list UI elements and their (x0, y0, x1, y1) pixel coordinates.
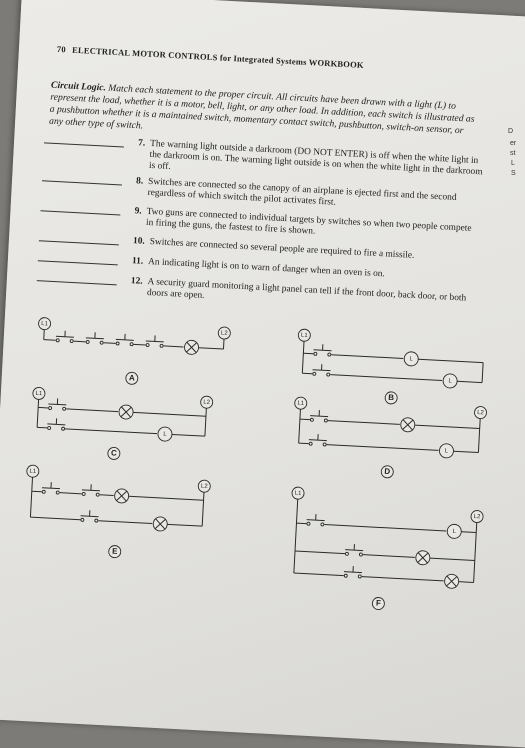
circuit-diagram-c (25, 383, 219, 473)
lamp-label: L (448, 378, 452, 384)
circuit-diagram-a (32, 311, 235, 391)
pushbutton-icon (306, 514, 325, 526)
lamp-label: L (163, 432, 167, 438)
lamp-icon (153, 517, 168, 532)
question-number: 12. (131, 276, 143, 288)
answer-blank-9[interactable] (40, 201, 120, 215)
label-d: D (384, 467, 390, 476)
facing-page-fragment: st (510, 150, 515, 157)
question-number: 10. (133, 236, 145, 248)
lamp-icon (415, 550, 430, 565)
l2-label: L2 (474, 514, 482, 520)
label-b: B (388, 393, 394, 402)
l2-label: L2 (201, 484, 209, 490)
lamp-icon (119, 405, 134, 420)
question-number: 11. (132, 256, 144, 268)
facing-page-fragment: er (510, 140, 516, 147)
label-c: C (111, 448, 117, 457)
l2-label: L2 (221, 330, 229, 336)
pushbutton-icon (47, 418, 66, 430)
question-text: Switches are connected so several people are required to fire a missile. (149, 237, 478, 265)
question-text: The warning light outside a darkroom (DO NOT ENTER) is off when the white light in the darkroom is on. The warning light outside is on when the white light in the darkroom is off. (149, 139, 484, 189)
lamp-icon (158, 427, 173, 442)
l1-label: L1 (41, 321, 49, 327)
l2-label: L2 (203, 400, 211, 406)
facing-page-fragment: D (508, 128, 513, 135)
pushbutton-icon (86, 332, 105, 344)
lamp-icon (443, 374, 458, 389)
pushbutton-icon (42, 482, 61, 494)
answer-blank-8[interactable] (42, 171, 122, 185)
pushbutton-icon (312, 364, 331, 376)
lamp-icon (439, 443, 454, 458)
pushbutton-icon (48, 398, 67, 410)
lamp-label: L (409, 356, 413, 362)
page-number: 70 (57, 44, 66, 54)
l1-label: L1 (295, 491, 303, 497)
question-number: 8. (136, 176, 144, 187)
circuit-diagram-e (18, 461, 223, 571)
label-f: F (376, 598, 381, 607)
pushbutton-icon (313, 344, 332, 356)
answer-blank-11[interactable] (38, 251, 118, 265)
lamp-icon (114, 489, 129, 504)
pushbutton-icon (344, 566, 363, 578)
circuit-diagram-f (282, 483, 489, 623)
pushbutton-icon (116, 333, 135, 345)
pushbutton-icon (80, 510, 99, 522)
question-text: An indicating light is on to warn of danger when an oven is on. (148, 257, 478, 285)
question-text: A security guard monitoring a light panel can tell if the front door, back door, or both doors are open. (147, 277, 477, 316)
lamp-label: L (445, 448, 449, 454)
question-text: Two guns are connected to individual targets by switches so when two people compete in firing the guns, the fastest to fire is shown. (146, 207, 481, 246)
l2-label: L2 (477, 410, 485, 416)
book-title: ELECTRICAL MOTOR CONTROLS for Integrated Systems WORKBOOK (72, 45, 364, 70)
label-a: A (129, 373, 135, 382)
l1-label: L1 (297, 401, 305, 407)
facing-page-fragment: L (511, 160, 515, 167)
l1-label: L1 (301, 333, 309, 339)
question-number: 9. (134, 206, 142, 217)
pushbutton-icon (310, 410, 329, 422)
pushbutton-icon (345, 544, 364, 556)
page-header (57, 44, 364, 70)
l1-label: L1 (35, 391, 43, 397)
l1-label: L1 (29, 469, 37, 475)
lamp-icon (400, 417, 415, 432)
instructions-text: Match each statement to the proper circuit. All circuits have been drawn with a light (L) to represent the load, whether it is a motor, bell, light, or any other load. In addition, each switch is illustrated as a pushbutton whether it is a maintained switch, momentary contact switch, pushbutton, switch-on sensor, or any other type of switch. (49, 83, 475, 137)
answer-blank-7[interactable] (44, 133, 124, 147)
answer-blank-10[interactable] (39, 231, 119, 245)
label-e: E (112, 547, 118, 556)
lamp-icon (447, 524, 462, 539)
lamp-label: L (452, 529, 456, 535)
facing-page-fragment: S (511, 170, 516, 177)
pushbutton-icon (309, 434, 328, 446)
pushbutton-icon (82, 484, 101, 496)
pushbutton-icon (56, 330, 75, 342)
lamp-icon (444, 574, 459, 589)
answer-blank-12[interactable] (37, 271, 117, 285)
lamp-icon (404, 352, 419, 367)
question-text: Switches are connected so the canopy of an airplane is ejected first and the second regardless of which switch the pilot activates first. (147, 177, 482, 216)
circuit-diagram-d (287, 393, 491, 493)
lamp-icon (184, 340, 199, 355)
question-number: 7. (138, 138, 146, 149)
instructions-heading: Circuit Logic. (51, 80, 106, 94)
pushbutton-icon (146, 335, 165, 347)
